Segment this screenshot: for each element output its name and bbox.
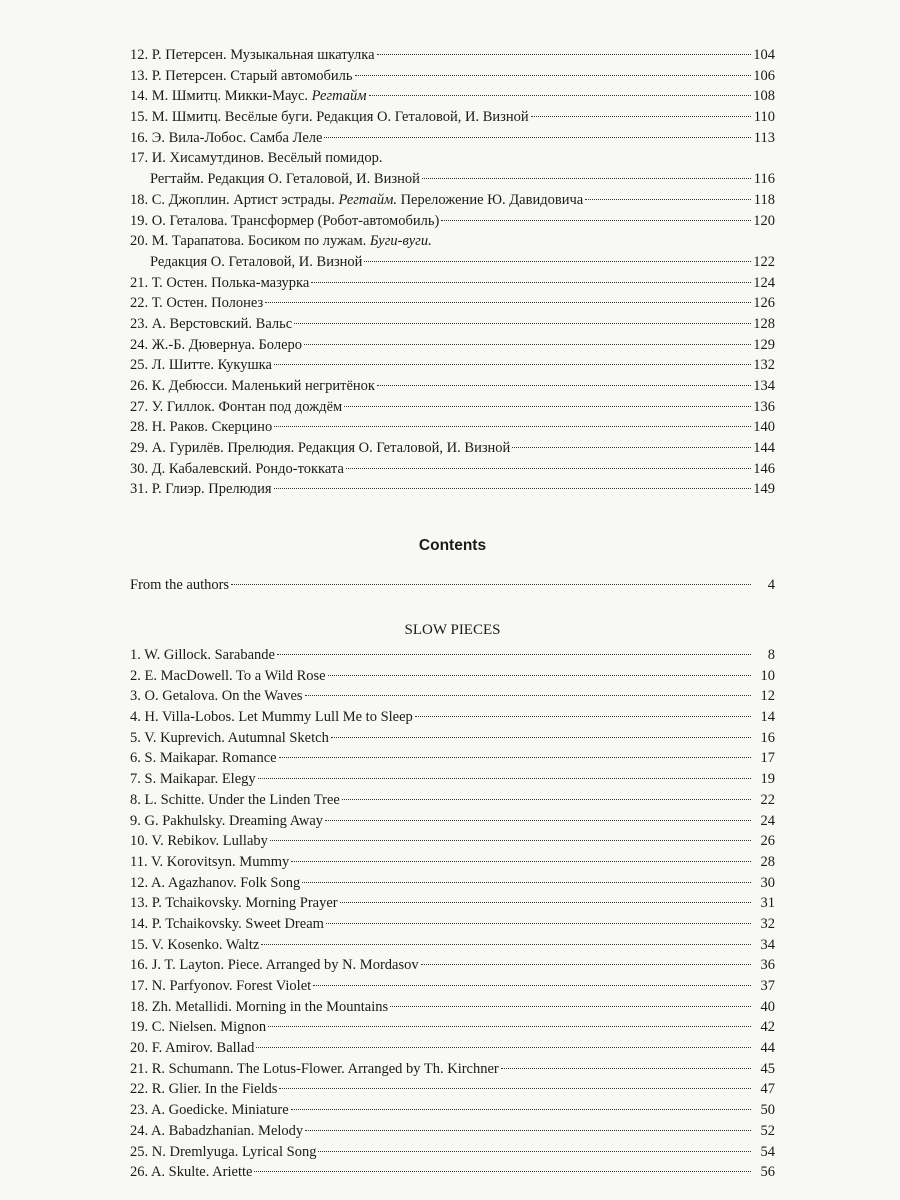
toc-entry [130,190,775,211]
leader-dots [340,902,751,903]
leader-dots [268,1026,751,1027]
toc-page-number: 110 [753,109,775,126]
toc-entry-title: 21. R. Schumann. The Lotus-Flower. Arranged by Th. Kirchner [130,1060,499,1077]
toc-entry [130,914,775,935]
toc-page-number: 54 [760,1143,775,1160]
leader-dots [324,137,751,138]
toc-page-number: 124 [753,274,775,291]
toc-page-number: 146 [753,460,775,477]
toc-entry-title: 13. P. Tchaikovsky. Morning Prayer [130,895,338,912]
toc-page-number: 32 [760,915,775,932]
leader-dots [265,302,751,303]
toc-page-number: 16 [760,729,775,746]
toc-page-number: 14 [760,709,775,726]
toc-entry [130,1038,775,1059]
toc-page-number: 26 [760,833,775,850]
toc-page-number: 12 [760,688,775,705]
leader-dots [305,695,751,696]
toc-page-number: 37 [760,978,775,994]
toc-entry-title: 28. Н. Раков. Скерцино [130,419,273,436]
toc-entry-title: From the authors [130,577,230,593]
leader-dots [313,985,751,986]
leader-dots [261,944,751,945]
toc-entry-title: 13. Р. Петерсен. Старый автомобиль [130,67,353,84]
leader-dots [326,923,751,924]
toc-entry [130,728,775,749]
toc-entry-title: 8. L. Schitte. Under the Linden Tree [130,791,340,808]
toc-entry-title: Регтайм. Редакция О. Геталовой, И. Визной [150,171,420,188]
russian-toc-list [130,45,775,500]
toc-entry-title: 19. C. Nielsen. Mignon [130,1019,267,1036]
toc-entry [130,831,775,852]
toc-entry-title: 10. V. Rebikov. Lullaby [130,833,268,850]
leader-dots [441,220,751,221]
toc-entry-title: 5. V. Kuprevich. Autumnal Sketch [130,729,329,746]
leader-dots [369,95,752,96]
toc-page-number: 144 [753,440,775,457]
toc-page-number: 116 [753,171,775,188]
toc-entry [130,128,775,149]
leader-dots [302,882,751,883]
toc-entry-title: 22. Т. Остен. Полонез [130,295,264,312]
leader-dots [254,1171,751,1172]
toc-page-number: 149 [753,481,775,498]
leader-dots [377,385,751,386]
toc-page-number: 8 [767,647,775,663]
leader-dots [231,584,751,585]
leader-dots [277,654,751,655]
leader-dots [291,861,751,862]
toc-entry-title: 24. Ж.-Б. Дювернуа. Болеро [130,336,303,353]
toc-entry-title: 26. A. Skulte. Ariette [130,1164,253,1181]
toc-entry [130,1142,775,1163]
toc-entry [130,769,775,790]
leader-dots [421,964,751,965]
leader-dots [346,468,751,469]
toc-page-number: 140 [753,419,775,436]
toc-entry [130,397,775,418]
toc-entry-title: 27. У. Гиллок. Фонтан под дождём [130,398,343,415]
toc-entry-title: 14. М. Шмитц. Микки-Маус. Регтайм [130,88,367,105]
toc-entry-title: 1. W. Gillock. Sarabande [130,647,275,663]
leader-dots [585,199,751,200]
from-authors-list [130,575,775,596]
leader-dots [274,488,751,489]
toc-entry-title: 30. Д. Кабалевский. Рондо-токката [130,460,344,477]
toc-entry [130,1059,775,1080]
toc-entry [130,211,775,232]
toc-entry [130,686,775,707]
toc-page-number: 36 [760,957,775,974]
toc-entry [130,1017,775,1038]
slow-pieces-heading: SLOW PIECES [404,622,501,638]
toc-entry [130,852,775,873]
leader-dots [270,840,751,841]
leader-dots [274,364,751,365]
toc-entry-title: 19. О. Геталова. Трансформер (Робот-автомобиль) [130,212,440,229]
toc-page-number: 4 [767,577,775,593]
leader-dots [355,75,752,76]
leader-dots [291,1109,751,1110]
toc-entry [130,335,775,356]
slow-pieces-toc-list [130,645,775,1183]
toc-entry [130,935,775,956]
leader-dots [279,757,751,758]
toc-page-number: 47 [760,1081,775,1098]
leader-dots [311,282,751,283]
toc-page-number: 42 [760,1019,775,1036]
toc-page-number: 30 [760,874,775,891]
leader-dots [258,778,751,779]
toc-entry [130,955,775,976]
leader-dots [256,1047,751,1048]
toc-entry-title: 3. O. Getalova. On the Waves [130,688,303,705]
toc-page-number: 104 [753,47,775,63]
toc-page-number: 52 [760,1122,775,1139]
toc-page-number: 136 [753,398,775,415]
toc-page-number: 122 [753,253,775,270]
toc-entry [130,355,775,376]
leader-dots [279,1088,751,1089]
toc-page-number: 132 [753,357,775,374]
toc-entry-title: 20. М. Тарапатова. Босиком по лужам. Буги-вуги. [130,233,432,250]
leader-dots [364,261,751,262]
toc-entry [130,1162,775,1183]
toc-entry-title: 23. А. Верстовский. Вальс [130,315,293,332]
toc-entry-title: Редакция О. Геталовой, И. Визной [150,253,363,270]
toc-entry-title: 17. И. Хисамутдинов. Весёлый помидор. [130,150,383,167]
toc-entry-from-authors [130,575,775,596]
toc-entry-title: 6. S. Maikapar. Romance [130,750,277,767]
toc-entry [130,438,775,459]
toc-entry [130,169,775,190]
toc-entry-title: 4. H. Villa-Lobos. Let Mummy Lull Me to Sleep [130,709,413,726]
toc-entry-title: 21. Т. Остен. Полька-мазурка [130,274,310,291]
leader-dots [318,1151,751,1152]
toc-entry [130,707,775,728]
toc-entry-title: 25. Л. Шитте. Кукушка [130,357,272,374]
toc-entry-title: 14. P. Tchaikovsky. Sweet Dream [130,915,324,932]
toc-entry [130,148,775,169]
leader-dots [422,178,751,179]
leader-dots [274,426,751,427]
leader-dots [501,1068,751,1069]
toc-entry [130,811,775,832]
toc-page-number: 10 [760,667,775,684]
toc-page-number: 113 [753,129,775,146]
leader-dots [328,675,751,676]
leader-dots [331,737,751,738]
toc-entry-title: 31. Р. Глиэр. Прелюдия [130,481,272,498]
toc-entry-title: 12. A. Agazhanov. Folk Song [130,874,301,891]
toc-page-number: 17 [760,750,775,767]
toc-page-number: 22 [760,791,775,808]
toc-entry [130,293,775,314]
toc-entry [130,231,775,252]
toc-entry [130,252,775,273]
toc-entry-title: 2. E. MacDowell. To a Wild Rose [130,667,326,684]
toc-entry-title: 26. К. Дебюсси. Маленький негритёнок [130,378,375,394]
toc-entry [130,66,775,87]
toc-entry-title: 15. V. Kosenko. Waltz [130,936,260,953]
toc-entry-title: 29. А. Гурилёв. Прелюдия. Редакция О. Геталовой, И. Визной [130,440,511,457]
toc-entry [130,479,775,500]
leader-dots [377,54,751,55]
leader-dots [415,716,751,717]
toc-entry-title: 20. F. Amirov. Ballad [130,1040,255,1057]
toc-page-number: 134 [753,378,775,394]
toc-entry-title: 18. Zh. Metallidi. Morning in the Mountains [130,998,389,1015]
toc-entry-title: 7. S. Maikapar. Elegy [130,771,256,788]
toc-page-number: 31 [760,895,775,912]
toc-entry [130,666,775,687]
toc-entry [130,273,775,294]
toc-page-number: 24 [760,812,775,829]
toc-entry [130,314,775,335]
toc-entry [130,1100,775,1121]
toc-entry [130,1121,775,1142]
toc-page-number: 19 [760,771,775,788]
toc-entry [130,376,775,397]
toc-page-number: 120 [753,212,775,229]
toc-entry-title: 16. Э. Вила-Лобос. Самба Леле [130,129,323,146]
toc-page-number: 129 [753,336,775,353]
toc-entry-title: 11. V. Korovitsyn. Mummy [130,853,290,870]
toc-page-number: 28 [760,853,775,870]
toc-entry [130,790,775,811]
toc-entry [130,45,775,66]
leader-dots [512,447,751,448]
leader-dots [344,406,751,407]
contents-heading: Contents [418,537,487,554]
toc-entry-title: 15. М. Шмитц. Весёлые буги. Редакция О. Геталовой, И. Визной [130,109,529,126]
toc-entry [130,459,775,480]
toc-entry [130,873,775,894]
toc-page-number: 56 [760,1164,775,1181]
toc-entry [130,997,775,1018]
leader-dots [305,1130,751,1131]
leader-dots [531,116,751,117]
toc-entry [130,417,775,438]
toc-entry-title: 9. G. Pakhulsky. Dreaming Away [130,812,324,829]
toc-page-number: 118 [753,191,775,208]
toc-entry-title: 18. С. Джоплин. Артист эстрады. Регтайм. Переложение Ю. Давидовича [130,191,584,208]
toc-entry-title: 25. N. Dremlyuga. Lyrical Song [130,1143,317,1160]
toc-page-number: 50 [760,1102,775,1119]
toc-entry-title: 12. Р. Петерсен. Музыкальная шкатулка [130,47,375,63]
toc-entry [130,107,775,128]
toc-entry-title: 17. N. Parfyonov. Forest Violet [130,978,312,994]
toc-page-number: 34 [760,936,775,953]
toc-page-number: 128 [753,315,775,332]
leader-dots [304,344,751,345]
toc-entry-title: 22. R. Glier. In the Fields [130,1081,278,1098]
toc-page-number: 106 [753,67,775,84]
toc-page-number: 108 [753,88,775,105]
toc-entry [130,645,775,666]
toc-entry [130,86,775,107]
toc-entry-title: 16. J. T. Layton. Piece. Arranged by N. Mordasov [130,957,419,974]
toc-entry-title: 24. A. Babadzhanian. Melody [130,1122,304,1139]
toc-entry [130,893,775,914]
toc-page-number: 44 [760,1040,775,1057]
toc-page-number: 45 [760,1060,775,1077]
leader-dots [294,323,751,324]
toc-entry-title: 23. A. Goedicke. Miniature [130,1102,289,1119]
leader-dots [342,799,751,800]
toc-page-number: 40 [760,998,775,1015]
toc-entry [130,748,775,769]
leader-dots [390,1006,751,1007]
toc-entry [130,1079,775,1100]
leader-dots [325,820,751,821]
toc-entry [130,976,775,997]
toc-page-number: 126 [753,295,775,312]
